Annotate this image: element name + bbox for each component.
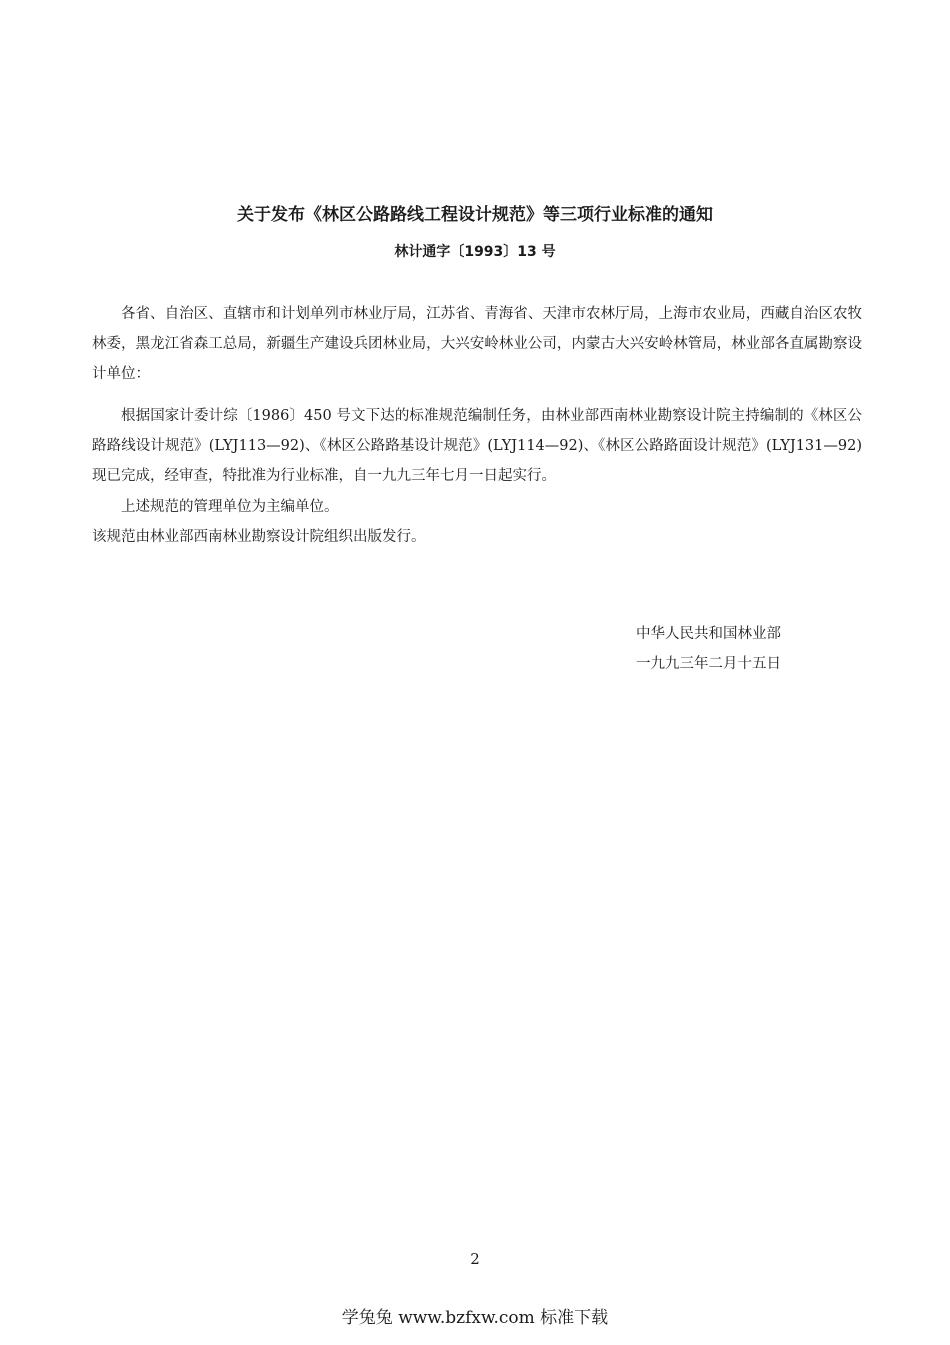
- publication-text: 该规范由林业部西南林业勘察设计院组织出版发行。: [92, 529, 426, 545]
- document-number: 林计通字〔1993〕13 号: [394, 244, 556, 260]
- management-paragraph: [92, 492, 862, 522]
- addressees-paragraph: [92, 299, 862, 389]
- management-text: 上述规范的管理单位为主编单位。: [121, 499, 339, 515]
- approval-paragraph: [92, 401, 862, 491]
- page-number: 2: [470, 1250, 480, 1268]
- addressees-text: 各省、自治区、直辖市和计划单列市林业厅局，江苏省、青海省、天津市农林厅局，上海市农业局，西藏自治区农牧林委，黑龙江省森工总局，新疆生产建设兵团林业局，大兴安岭林业公司，内蒙古大兴安岭林管局，林业部各直属勘察设计单位：: [92, 306, 862, 382]
- signature-organization: 中华人民共和国林业部: [636, 626, 781, 642]
- notice-title: 关于发布《林区公路路线工程设计规范》等三项行业标准的通知: [237, 205, 713, 225]
- footer-watermark: 学兔兔 www.bzfxw.com 标准下载: [341, 1308, 609, 1328]
- publication-paragraph: [92, 522, 862, 552]
- signature-date: 一九九三年二月十五日: [636, 656, 781, 672]
- approval-text: 根据国家计委计综〔1986〕450 号文下达的标准规范编制任务，由林业部西南林业勘察设计院主持编制的《林区公路路线设计规范》(LYJ113—92)、《林区公路路基设计规范》(LYJ114—92)、《林区公路路面设计规范》(LYJ131—92)现已完成，经审查，特批准为行业标准，自一九九三年七月一日起实行。: [92, 408, 862, 484]
